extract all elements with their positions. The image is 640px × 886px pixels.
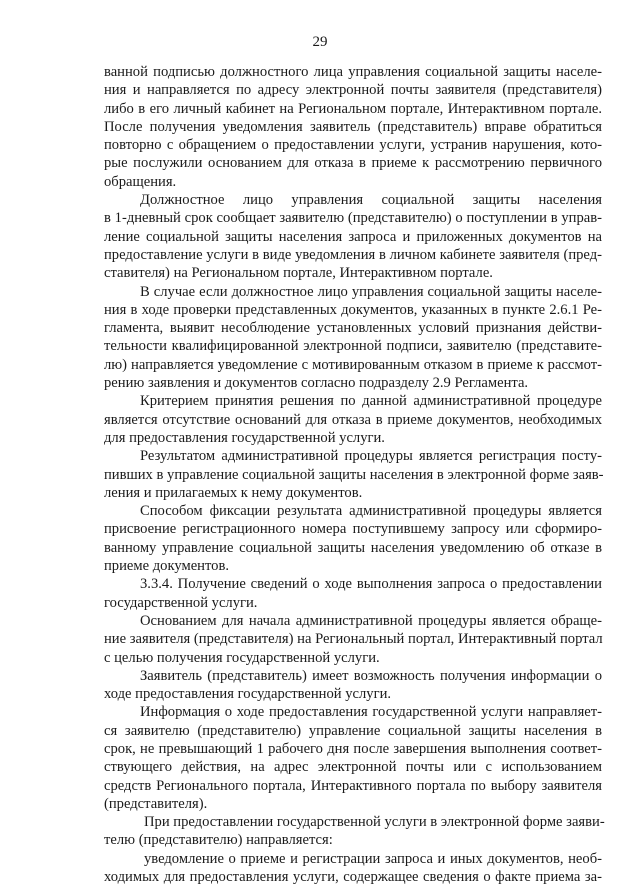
text-line: гламента, выявит несоблюдение установленных условий признания действи- — [104, 320, 602, 337]
text-line: лю) направляется уведомление с мотивированным отказом в приеме к рассмот- — [104, 356, 602, 373]
text-line: Критерием принятия решения по данной административной процедуре — [140, 393, 602, 410]
paragraph — [104, 813, 605, 850]
text-line: присвоение регистрационного номера поступившему запросу или сформиро- — [104, 521, 602, 538]
text-line: ходе предоставления государственной услуги. — [104, 686, 392, 703]
text-line: повторно с обращением о предоставлении услуги, устранив нарушения, кото- — [104, 137, 602, 154]
text-line: После получения уведомления заявитель (представитель) вправе обратиться — [104, 118, 602, 135]
text-line: рые послужили основанием для отказа в приеме к рассмотрению первичного — [104, 155, 602, 172]
text-line: рению заявления и документов согласно подразделу 2.9 Регламента. — [104, 375, 529, 392]
paragraph — [104, 703, 602, 813]
paragraph — [104, 502, 602, 575]
text-line: уведомление о приеме и регистрации запроса и иных документов, необ- — [144, 850, 602, 867]
text-line: ния и направляется по адресу электронной почты заявителя (представителя) — [104, 82, 602, 99]
text-line: ставителя) на Региональном портале, Интерактивном портале. — [104, 265, 493, 282]
text-line: ния в ходе проверки представленных документов, указанных в пункте 2.6.1 Ре- — [104, 301, 602, 318]
text-line: с целью получения государственной услуги. — [104, 649, 380, 666]
text-line: ся заявителю (представителю) управление социальной защиты населения в — [104, 722, 602, 739]
paragraph — [104, 447, 602, 502]
text-line: ходимых для предоставления услуги, содержащее сведения о факте приема за- — [104, 869, 602, 886]
text-line: приеме документов. — [104, 558, 230, 575]
paragraph — [104, 63, 602, 191]
section-heading — [104, 575, 602, 612]
paragraph — [104, 392, 602, 447]
text-line: в 1-дневный срок сообщает заявителю (представителю) о поступлении в управ- — [104, 210, 602, 227]
text-line: Результатом административной процедуры является регистрация посту- — [140, 448, 602, 465]
text-line: Основанием для начала административной процедуры является обраще- — [140, 612, 602, 629]
text-line: тельности квалифицированной электронной подписи, заявителю (представите- — [104, 338, 602, 355]
text-line: Способом фиксации результата административной процедуры является — [140, 503, 602, 520]
text-line: либо в его личный кабинет на Региональном портале, Интерактивном портале. — [104, 100, 602, 117]
text-line: обращения. — [104, 173, 177, 190]
text-line: телю (представителю) направляется: — [104, 832, 333, 849]
text-line: предоставление услуги в виде уведомления в личном кабинете заявителя (пред- — [104, 246, 602, 263]
text-line: пивших в управление социальной защиты населения в электронной форме заяв- — [104, 466, 604, 483]
text-line: ствующего действия, на адрес электронной почты или с использованием — [104, 759, 602, 776]
text-line: ления и прилагаемых к нему документов. — [104, 484, 363, 501]
paragraph — [104, 191, 602, 282]
text-line: Информация о ходе предоставления государственной услуги направляет- — [140, 704, 602, 721]
text-line: средств Регионального портала, Интерактивного портала по выбору заявителя — [104, 777, 602, 794]
text-line: Заявитель (представитель) имеет возможность получения информации о — [140, 667, 602, 684]
text-line: При предоставлении государственной услуги в электронной форме заяви- — [144, 814, 605, 831]
document-body — [104, 63, 605, 886]
text-line: является отсутствие оснований для отказа в приеме документов, необходимых — [104, 411, 602, 428]
text-line: ние заявителя (представителя) на Региональный портал, Интерактивный портал — [104, 631, 603, 648]
text-line: (представителя). — [104, 795, 208, 812]
paragraph — [104, 850, 602, 886]
text-line: государственной услуги. — [104, 594, 258, 611]
text-line: В случае если должностное лицо управления социальной защиты населе- — [140, 283, 602, 300]
text-line: срок, не превышающий 1 рабочего дня после завершения выполнения соответ- — [104, 740, 602, 757]
text-line: 3.3.4. Получение сведений о ходе выполнения запроса о предоставлении — [140, 576, 602, 593]
paragraph — [104, 612, 602, 667]
page-number: 29 — [312, 34, 328, 50]
text-line: Должностное лицо управления социальной защиты населения — [140, 192, 602, 209]
text-line: ванной подписью должностного лица управления социальной защиты населе- — [104, 64, 602, 80]
paragraph — [104, 283, 602, 393]
paragraph — [104, 667, 602, 704]
text-line: ление социальной защиты населения запроса и приложенных документов на — [104, 228, 602, 245]
text-line: ванному управление социальной защиты населения уведомлению об отказе в — [104, 539, 602, 556]
text-line: для предоставления государственной услуги. — [104, 429, 385, 446]
